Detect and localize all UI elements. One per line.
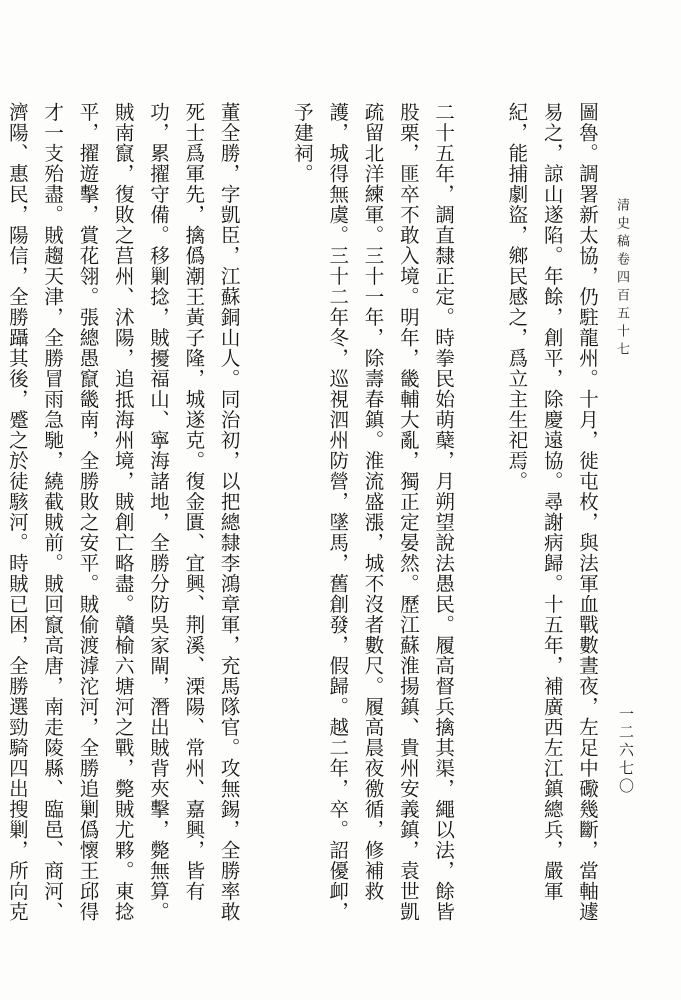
- running-header: 清史稿卷四百五十七: [614, 198, 629, 360]
- paragraph-1: 圖魯。調署新太協，仍駐龍州。十月，徙屯枚，與法軍血戰數晝夜，左足中礮幾斷，當軸遽易之，諒山遂陷。年餘，創平，除慶遠協。尋謝病歸。十五年，補廣西左江鎮總兵，嚴軍紀，能捕劇盜，鄉民感之，爲立主生祀焉。: [505, 102, 599, 922]
- page-number: 一二六七〇: [617, 706, 635, 796]
- paragraph-2: 二十五年，調直隸正定。時拳民始萌蘖，月朔望說法愚民。履高督兵擒其渠，繩以法，餘皆股栗，匪卒不敢入境。明年，畿輔大亂，獨正定晏然。歷江蘇淮揚鎮、貴州安義鎮，袁世凱疏留北洋練軍。三十一年，除壽春鎮。淮流盛漲，城不沒者數尺。履高晨夜徼循，修補救護，城得無虞。三十二年冬，巡視泗州防營，墜馬，舊創發，假歸。越二年，卒。詔優卹，予建祠。: [290, 102, 456, 922]
- vertical-text-body: [5, 102, 605, 922]
- paragraph-3: 董全勝，字凱臣，江蘇銅山人。同治初，以把總隸李鴻章軍，充馬隊官。攻無錫，全勝率敢死士爲軍先，擒僞潮王黃子隆，城遂克。復金匱、宜興、荆溪、溧陽、常州、嘉興，皆有功，累擢守備。移剿捻，賊擾福山、寧海諸地，全勝分防吳家閘，潛出賊背夾擊，斃無算。賊南竄，復敗之莒州、沭陽，追抵海州境，賊創亡略盡。贛榆六塘河之戰，斃賊尤夥。東捻平，擢遊擊，賞花翎。張總愚竄畿南，全勝敗之安平。賊偷渡滹沱河，全勝追剿僞懷王邱得才一支殆盡。賊趨天津，全勝冒雨急馳，繞截賊前。賊回竄高唐，南走陵縣、臨邑、商河、濟陽、惠民，陽信，全勝躡其後，蹙之於徒駭河。時賊已困，全勝選勁騎四出搜剿，所向克: [5, 102, 241, 922]
